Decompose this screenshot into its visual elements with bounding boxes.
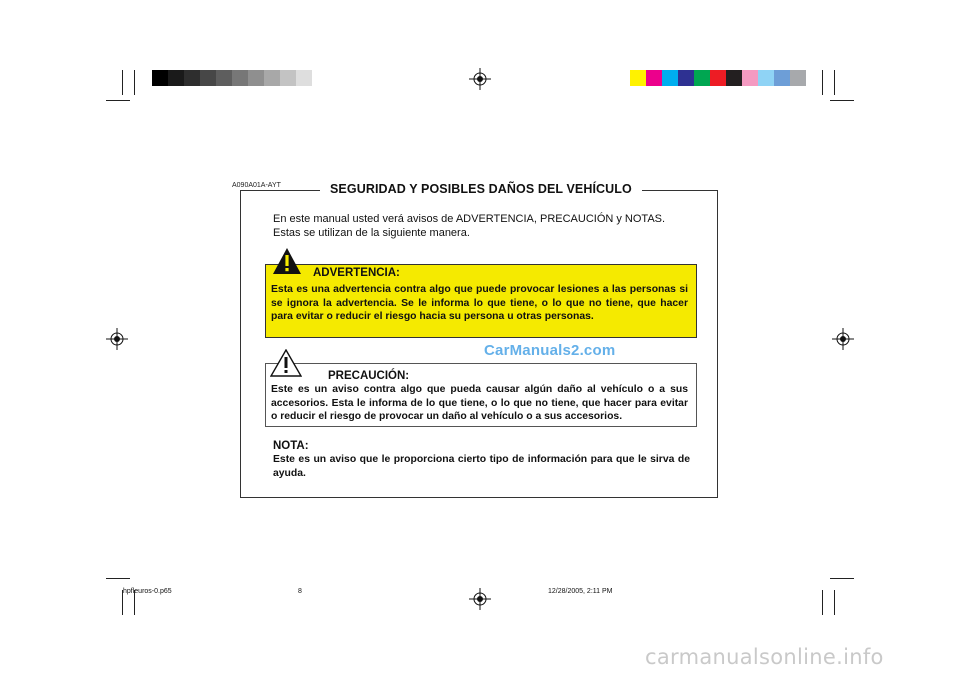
gray-swatch xyxy=(296,70,312,86)
gray-swatch xyxy=(152,70,168,86)
gray-swatch xyxy=(216,70,232,86)
gray-swatch xyxy=(280,70,296,86)
warning-body: Esta es una advertencia contra algo que puede provocar lesiones a las personas si se ignora la advertencia. Se le informa lo que tiene, o lo que no tiene, que hacer para evitar o reducir el riesgo hacia su persona u otras personas. xyxy=(271,284,688,322)
color-swatch xyxy=(662,70,678,86)
registration-mark-icon xyxy=(469,68,491,90)
intro-paragraph: En este manual usted verá avisos de ADVERTENCIA, PRECAUCIÓN y NOTAS. Estas se utilizan de la siguiente manera. xyxy=(273,213,666,239)
footer-page-number: 8 xyxy=(298,588,302,595)
note-title: NOTA: xyxy=(273,440,309,452)
gray-swatch xyxy=(168,70,184,86)
color-swatch xyxy=(742,70,758,86)
registration-mark-icon xyxy=(832,328,854,350)
gray-swatch xyxy=(248,70,264,86)
caution-title: PRECAUCIÓN: xyxy=(328,370,410,382)
gray-swatch xyxy=(264,70,280,86)
color-swatch xyxy=(646,70,662,86)
exclamation-triangle-icon xyxy=(270,349,302,382)
color-swatch xyxy=(774,70,790,86)
gray-swatch xyxy=(184,70,200,86)
section-title: SEGURIDAD Y POSIBLES DAÑOS DEL VEHÍCULO xyxy=(320,182,642,196)
site-watermark: carmanualsonline.info xyxy=(645,645,884,669)
footer-date: 12/28/2005, 2:11 PM xyxy=(548,588,613,595)
footer-filename: hpfleuros-0.p65 xyxy=(123,588,172,595)
color-swatch xyxy=(710,70,726,86)
color-swatch xyxy=(694,70,710,86)
watermark-text: CarManuals2.com xyxy=(484,342,616,359)
exclamation-triangle-icon xyxy=(272,247,302,280)
caution-body: Este es un aviso contra algo que pueda causar algún daño al vehículo o a sus accesorios. Esta le informa de lo que tiene, o lo que no tiene, que hacer para evitar o reducir el riesgo de provocar un daño al vehículo o a sus accesorios. xyxy=(271,384,688,422)
color-swatch xyxy=(790,70,806,86)
registration-mark-icon xyxy=(469,588,491,610)
gray-swatch xyxy=(232,70,248,86)
color-swatch xyxy=(678,70,694,86)
color-swatch xyxy=(630,70,646,86)
color-swatch xyxy=(726,70,742,86)
warning-title: ADVERTENCIA: xyxy=(313,267,400,279)
document-code: A090A01A-AYT xyxy=(232,182,281,189)
color-swatch xyxy=(758,70,774,86)
gray-swatch xyxy=(200,70,216,86)
note-body: Este es un aviso que le proporciona cierto tipo de información para que le sirva de ayuda. xyxy=(273,454,690,479)
registration-mark-icon xyxy=(106,328,128,350)
